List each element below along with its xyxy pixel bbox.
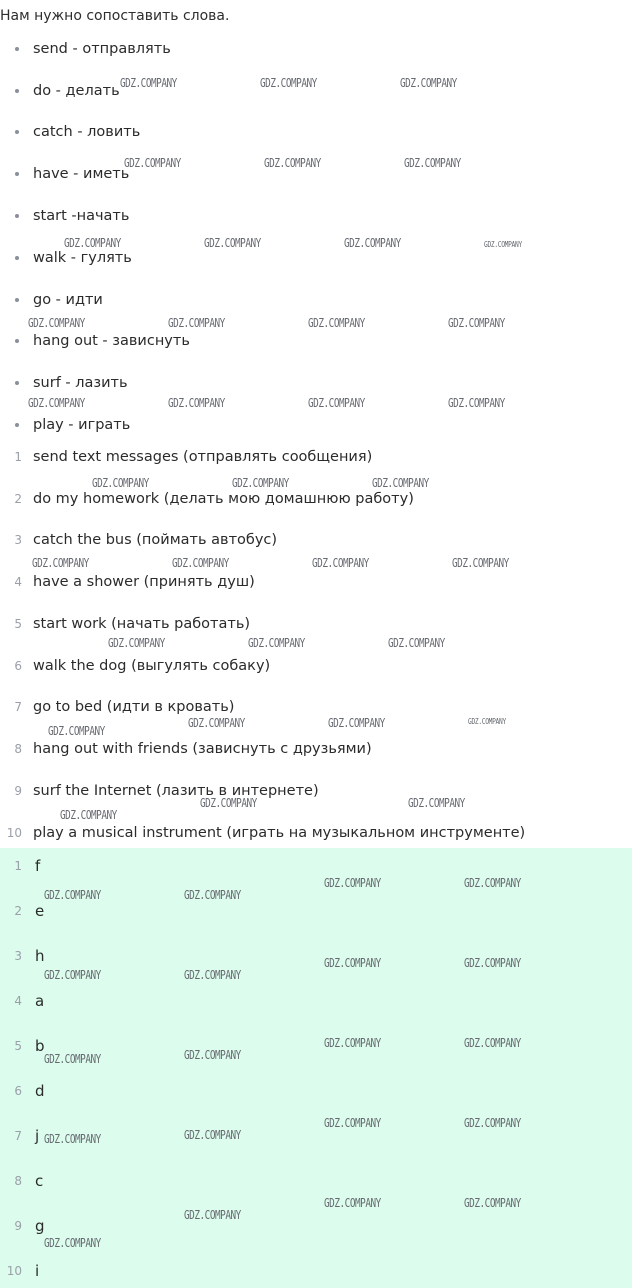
list-number: 7 — [14, 1129, 22, 1143]
watermark: GDZ.COMPANY — [448, 316, 505, 330]
bullet-icon — [15, 47, 19, 51]
list-number: 2 — [14, 492, 22, 506]
watermark: GDZ.COMPANY — [464, 1036, 521, 1050]
list-number: 3 — [14, 533, 22, 547]
watermark: GDZ.COMPANY — [308, 316, 365, 330]
list-item-text: hang out - зависнуть — [33, 333, 190, 349]
watermark: GDZ.COMPANY — [32, 556, 89, 570]
answer-letter: a — [35, 992, 45, 1010]
answer-letter: i — [35, 1262, 40, 1280]
answer-section — [0, 848, 632, 1288]
watermark: GDZ.COMPANY — [200, 796, 257, 810]
list-number: 1 — [14, 859, 22, 873]
watermark: GDZ.COMPANY — [248, 636, 305, 650]
bullet-icon — [15, 214, 19, 218]
list-item-text: start work (начать работать) — [33, 616, 251, 632]
watermark: GDZ.COMPANY — [168, 396, 225, 410]
watermark: GDZ.COMPANY — [184, 1208, 241, 1222]
list-item-text: play a musical instrument (играть на музыкальном инструменте) — [33, 825, 526, 841]
answer-letter: h — [35, 947, 45, 965]
list-number: 3 — [14, 949, 22, 963]
list-item-text: do my homework (делать мою домашнюю работу) — [33, 491, 414, 507]
watermark: GDZ.COMPANY — [324, 1116, 381, 1130]
list-number: 9 — [14, 784, 22, 798]
list-item-text: do - делать — [33, 83, 120, 99]
watermark: GDZ.COMPANY — [92, 476, 149, 490]
list-number: 4 — [14, 994, 22, 1008]
watermark: GDZ.COMPANY — [28, 396, 85, 410]
list-item-text: have - иметь — [33, 166, 130, 182]
list-number: 6 — [14, 659, 22, 673]
watermark: GDZ.COMPANY — [48, 724, 105, 738]
watermark: GDZ.COMPANY — [452, 556, 509, 570]
list-item-text: go to bed (идти в кровать) — [33, 699, 235, 715]
answer-letter: f — [35, 857, 41, 875]
list-item-text: hang out with friends (зависнуть с друзьями) — [33, 741, 372, 757]
watermark: GDZ.COMPANY — [468, 717, 506, 726]
watermark: GDZ.COMPANY — [324, 956, 381, 970]
list-number: 4 — [14, 575, 22, 589]
intro-text: Нам нужно сопоставить слова. — [0, 8, 230, 24]
answer-letter: e — [35, 902, 45, 920]
watermark: GDZ.COMPANY — [28, 316, 85, 330]
list-item-text: surf the Internet (лазить в интернете) — [33, 783, 319, 799]
watermark: GDZ.COMPANY — [184, 1048, 241, 1062]
watermark: GDZ.COMPANY — [44, 888, 101, 902]
list-item-text: walk - гулять — [33, 250, 132, 266]
bullet-icon — [15, 423, 19, 427]
watermark: GDZ.COMPANY — [44, 1132, 101, 1146]
watermark: GDZ.COMPANY — [308, 396, 365, 410]
bullet-icon — [15, 130, 19, 134]
bullet-icon — [15, 256, 19, 260]
watermark: GDZ.COMPANY — [44, 968, 101, 982]
list-number: 7 — [14, 700, 22, 714]
watermark: GDZ.COMPANY — [464, 1116, 521, 1130]
watermark: GDZ.COMPANY — [60, 808, 117, 822]
list-number: 10 — [6, 826, 22, 840]
watermark: GDZ.COMPANY — [400, 76, 457, 90]
list-item-text: play - играть — [33, 417, 131, 433]
watermark: GDZ.COMPANY — [232, 476, 289, 490]
watermark: GDZ.COMPANY — [44, 1236, 101, 1250]
list-number: 8 — [14, 1174, 22, 1188]
list-number: 9 — [14, 1219, 22, 1233]
list-number: 10 — [6, 1264, 22, 1278]
list-number: 5 — [14, 1039, 22, 1053]
answer-letter: g — [35, 1217, 45, 1235]
list-number: 5 — [14, 617, 22, 631]
watermark: GDZ.COMPANY — [404, 156, 461, 170]
list-item-text: catch - ловить — [33, 124, 141, 140]
list-item-text: catch the bus (поймать автобус) — [33, 532, 278, 548]
watermark: GDZ.COMPANY — [44, 1052, 101, 1066]
watermark: GDZ.COMPANY — [184, 968, 241, 982]
watermark: GDZ.COMPANY — [124, 156, 181, 170]
watermark: GDZ.COMPANY — [328, 716, 385, 730]
bullet-icon — [15, 172, 19, 176]
list-item-text: have a shower (принять душ) — [33, 574, 255, 590]
list-item-text: walk the dog (выгулять собаку) — [33, 658, 271, 674]
list-number: 2 — [14, 904, 22, 918]
watermark: GDZ.COMPANY — [184, 888, 241, 902]
watermark: GDZ.COMPANY — [464, 1196, 521, 1210]
watermark: GDZ.COMPANY — [464, 876, 521, 890]
answer-letter: j — [35, 1127, 40, 1145]
bullet-icon — [15, 339, 19, 343]
list-item-text: send text messages (отправлять сообщения) — [33, 449, 373, 465]
watermark: GDZ.COMPANY — [324, 1196, 381, 1210]
watermark: GDZ.COMPANY — [408, 796, 465, 810]
list-number: 1 — [14, 450, 22, 464]
watermark: GDZ.COMPANY — [344, 236, 401, 250]
list-number: 6 — [14, 1084, 22, 1098]
watermark: GDZ.COMPANY — [188, 716, 245, 730]
watermark: GDZ.COMPANY — [448, 396, 505, 410]
list-item-text: start -начать — [33, 208, 130, 224]
watermark: GDZ.COMPANY — [184, 1128, 241, 1142]
watermark: GDZ.COMPANY — [372, 476, 429, 490]
watermark: GDZ.COMPANY — [324, 1036, 381, 1050]
list-item-text: send - отправлять — [33, 41, 171, 57]
watermark: GDZ.COMPANY — [120, 76, 177, 90]
answer-letter: d — [35, 1082, 45, 1100]
watermark: GDZ.COMPANY — [464, 956, 521, 970]
bullet-icon — [15, 298, 19, 302]
list-item-text: surf - лазить — [33, 375, 128, 391]
watermark: GDZ.COMPANY — [260, 76, 317, 90]
watermark: GDZ.COMPANY — [108, 636, 165, 650]
list-number: 8 — [14, 742, 22, 756]
list-item-text: go - идти — [33, 292, 103, 308]
watermark: GDZ.COMPANY — [388, 636, 445, 650]
answer-letter: c — [35, 1172, 44, 1190]
bullet-icon — [15, 89, 19, 93]
watermark: GDZ.COMPANY — [172, 556, 229, 570]
watermark: GDZ.COMPANY — [204, 236, 261, 250]
watermark: GDZ.COMPANY — [168, 316, 225, 330]
bullet-icon — [15, 381, 19, 385]
answer-letter: b — [35, 1037, 45, 1055]
watermark: GDZ.COMPANY — [64, 236, 121, 250]
watermark: GDZ.COMPANY — [312, 556, 369, 570]
watermark: GDZ.COMPANY — [484, 240, 522, 249]
watermark: GDZ.COMPANY — [264, 156, 321, 170]
watermark: GDZ.COMPANY — [324, 876, 381, 890]
